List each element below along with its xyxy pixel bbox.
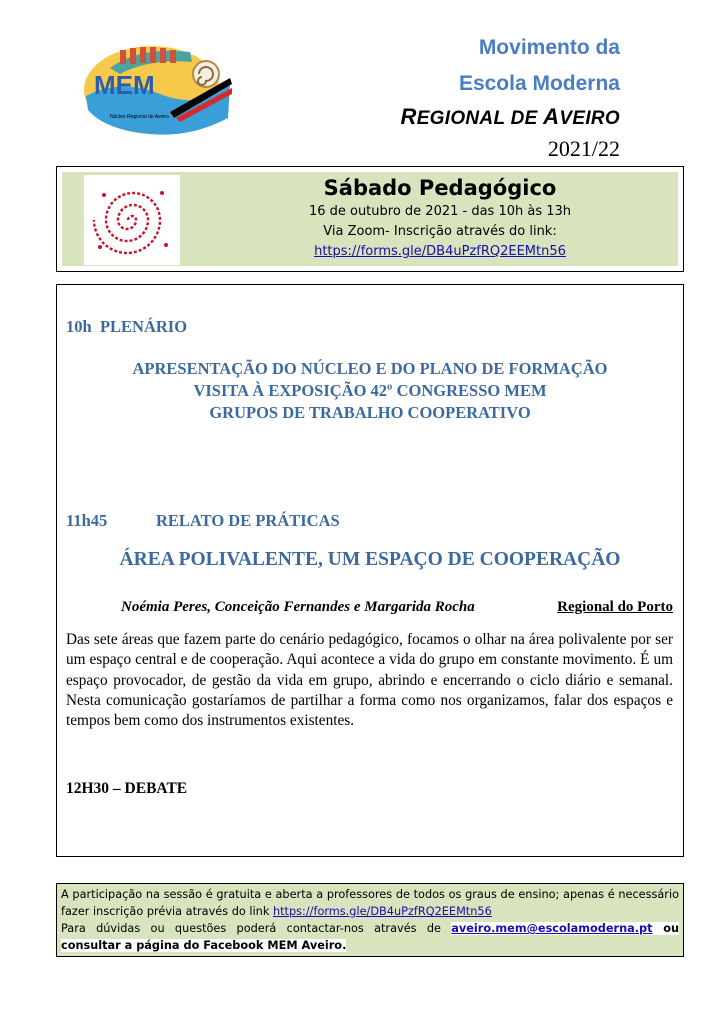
footer-registration-link[interactable]: https://forms.gle/DB4uPzfRQ2EEMtn56 xyxy=(272,905,492,918)
footer-note xyxy=(56,883,684,957)
session1-item: GRUPOS DE TRABALHO COOPERATIVO xyxy=(209,403,531,422)
footer-text3: ou consultar a página do Facebook MEM Aveiro. xyxy=(61,922,679,952)
svg-text:MEM: MEM xyxy=(94,70,155,100)
session1-item: VISITA À EXPOSIÇÃO 42º CONGRESSO MEM xyxy=(193,381,547,400)
session2-description: Das sete áreas que fazem parte do cenário pedagógico, focamos o olhar na área polivalente por ser um espaço central e de cooperação. Aqui acontece a vida do grupo em constante movimento. É um espaço provocador, de gestão da vida em grupo, abrindo e encerrando o ciclo diário e semanal. Nesta comunicação gostaríamos de partilhar a forma como nos organizamos, falar dos espaços e tempos bem como dos instrumentos existentes. xyxy=(66,631,673,730)
event-via: Via Zoom- Inscrição através do link: xyxy=(323,224,557,239)
session1-header xyxy=(66,317,187,337)
authors: Noémia Peres, Conceição Fernandes e Margarida Rocha xyxy=(121,599,475,615)
authors-regional: Regional do Porto xyxy=(557,599,673,615)
session1-time: 10h xyxy=(66,317,92,336)
school-year: 2021/22 xyxy=(547,136,620,161)
regional-name: REGIONAL DE AVEIRO xyxy=(400,104,620,129)
footer-text1: A participação na sessão é gratuita e aberta a professores de todos os graus de ensino; apenas é necessário fazer inscrição prévia através do link xyxy=(61,888,679,918)
svg-text:Núcleo Regional de Aveiro: Núcleo Regional de Aveiro xyxy=(110,114,169,120)
org-name-line1: Movimento da xyxy=(478,36,620,59)
spiral-illustration xyxy=(84,175,180,265)
session1-items xyxy=(57,358,683,424)
session2-heading: ÁREA POLIVALENTE, UM ESPAÇO DE COOPERAÇÃO xyxy=(119,549,621,570)
banner-text xyxy=(202,174,678,262)
event-banner xyxy=(56,166,684,272)
footer-text2: Para dúvidas ou questões poderá contactar-nos através de xyxy=(61,922,452,935)
mem-logo xyxy=(80,38,240,138)
session2-time: 11h45 xyxy=(66,511,108,530)
event-date: 16 de outubro de 2021 - das 10h às 13h xyxy=(308,204,572,219)
session1-title: PLENÁRIO xyxy=(99,317,188,336)
session2-title: RELATO DE PRÁTICAS xyxy=(156,511,340,530)
programme-box xyxy=(56,284,684,857)
registration-link[interactable]: https://forms.gle/DB4uPzfRQ2EEMtn56 xyxy=(314,244,566,259)
session1-item: APRESENTAÇÃO DO NÚCLEO E DO PLANO DE FORMAÇÃO xyxy=(132,359,608,378)
organization-header xyxy=(401,30,621,164)
org-name-line2: Escola Moderna xyxy=(458,72,620,95)
debate-line: 12H30 – DEBATE xyxy=(66,780,188,797)
footer-email-link[interactable]: aveiro.mem@escolamoderna.pt xyxy=(451,922,653,935)
session2-header xyxy=(66,511,340,531)
event-title: Sábado Pedagógico xyxy=(323,176,557,200)
